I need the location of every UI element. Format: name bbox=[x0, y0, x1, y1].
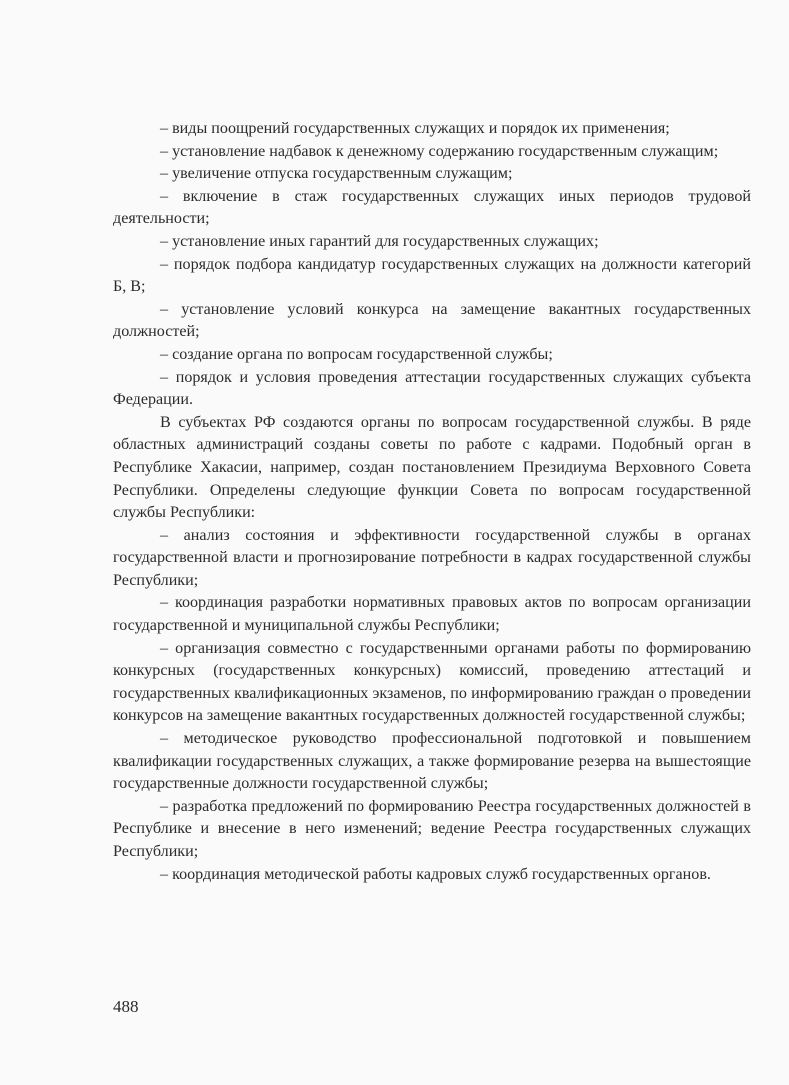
list-item-incentives: – виды поощрений государственных служащих и порядок их применения; bbox=[160, 120, 670, 137]
list-item-commissions: – организация совместно с государственными органами работы по формированию конкурсных (государственных конкурсных) комиссий, проведению аттестаций и государственных квалификационных экзаменов, по информированию граждан о проведении конкурсов на замещение вакантных государственных должностей государственной службы; bbox=[113, 639, 751, 725]
page-body bbox=[113, 118, 751, 886]
list-item-other-guarantees: – установление иных гарантий для государственных служащих; bbox=[160, 232, 599, 250]
list-item-vacation-increase: – увеличение отпуска государственным служащим; bbox=[160, 165, 513, 183]
list-item-competition-conditions: – установление условий конкурса на замещение вакантных государственных должностей; bbox=[113, 300, 751, 341]
page-number: 488 bbox=[113, 997, 139, 1016]
list-item-attestation: – порядок и условия проведения аттестации государственных служащих субъекта Федерации. bbox=[113, 368, 751, 409]
list-item-hr-coordination: – координация методической работы кадровых служб государственных органов. bbox=[160, 865, 711, 883]
list-item-candidate-selection: – порядок подбора кандидатур государственных служащих на должности категорий Б, В; bbox=[113, 255, 751, 296]
list-item-civil-service-body: – создание органа по вопросам государственной службы; bbox=[160, 345, 553, 363]
list-item-salary-bonuses: – установление надбавок к денежному содержанию государственным служащим; bbox=[160, 142, 719, 160]
list-item-analysis: – анализ состояния и эффективности государственной службы в органах государственной власти и прогнозирование потребности в кадрах государственной службы Республики; bbox=[113, 526, 751, 589]
list-item-service-length: – включение в стаж государственных служащих иных периодов трудовой деятельности; bbox=[113, 187, 751, 228]
list-item-training: – методическое руководство профессиональной подготовкой и повышением квалификации государственных служащих, а также формирование резерва на вышестоящие государственные должности государственной службы; bbox=[113, 730, 751, 793]
paragraph-regional-bodies: В субъектах РФ создаются органы по вопросам государственной службы. В ряде областных администраций созданы советы по работе с кадрами. Подобный орган в Республике Хакасии, например, создан постановлением Президиума Верховного Совета Республики. Определены следующие функции Совета по вопросам государственной службы Республики: bbox=[113, 413, 751, 522]
list-item-legal-acts: – координация разработки нормативных правовых актов по вопросам организации государственной и муниципальной службы Республики; bbox=[113, 594, 751, 635]
list-item-registry: – разработка предложений по формированию Реестра государственных должностей в Республике и внесение в него изменений; ведение Реестра государственных служащих Республики; bbox=[113, 797, 751, 860]
